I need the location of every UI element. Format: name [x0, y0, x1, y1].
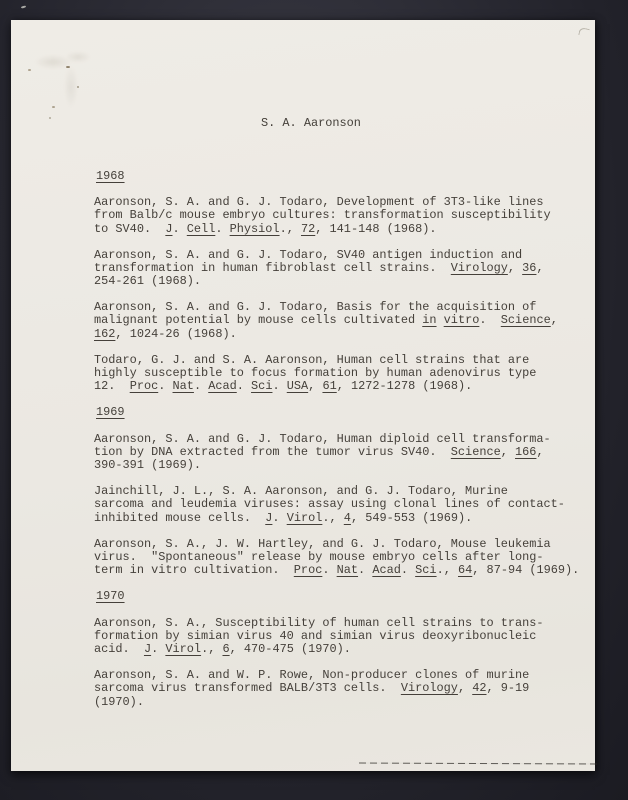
citation-line: 162, 1024-26 (1968).: [94, 326, 237, 341]
citation-line: tion by DNA extracted from the tumor virus SV40. Science, 166,: [94, 444, 544, 459]
section-year-heading: 1968: [96, 168, 125, 183]
citation-line: formation by simian virus 40 and simian virus deoxyribonucleic: [94, 628, 537, 643]
citation-entry: [94, 538, 580, 577]
citation-line: virus. "Spontaneous" release by mouse embryo cells after long-: [94, 550, 544, 565]
pencil-smudge: [23, 32, 103, 127]
citation-line: Aaronson, S. A., J. W. Hartley, and G. J. Todaro, Mouse leukemia: [94, 536, 551, 551]
citation-line: (1970).: [94, 694, 144, 709]
paper-speck: [52, 106, 55, 108]
citation-line: 254-261 (1968).: [94, 274, 202, 289]
citation-entry: [94, 433, 580, 472]
typewritten-content: [94, 91, 580, 748]
citation-line: inhibited mouse cells. J. Virol., 4, 549-553 (1969).: [94, 510, 473, 525]
section-year-heading: 1969: [96, 405, 125, 420]
document-page: [11, 20, 595, 771]
citation-line: Aaronson, S. A., Susceptibility of human cell strains to trans-: [94, 615, 544, 630]
citation-line: Todaro, G. J. and S. A. Aaronson, Human cell strains that are: [94, 352, 530, 367]
paper-speck: [28, 69, 31, 71]
citation-entry: [94, 301, 580, 340]
citation-line: term in vitro cultivation. Proc. Nat. Acad. Sci., 64, 87-94 (1969).: [94, 563, 580, 578]
citation-entry: [94, 485, 580, 524]
citation-line: 12. Proc. Nat. Acad. Sci. USA, 61, 1272-1278 (1968).: [94, 379, 473, 394]
citation-line: Aaronson, S. A. and W. P. Rowe, Non-producer clones of murine: [94, 668, 530, 683]
citation-entry: [94, 669, 580, 708]
paper-speck: [77, 86, 79, 88]
citation-line: Jainchill, J. L., S. A. Aaronson, and G. J. Todaro, Murine: [94, 484, 508, 499]
citation-line: sarcoma virus transformed BALB/3T3 cells. Virology, 42, 9-19: [94, 681, 530, 696]
paper-speck: [66, 66, 70, 68]
citation-entry: [94, 249, 580, 288]
dust-speck: [21, 5, 26, 8]
citation-line: transformation in human fibroblast cell strains. Virology, 36,: [94, 260, 544, 275]
paper-speck: [49, 117, 51, 119]
citation-line: Aaronson, S. A. and G. J. Todaro, Development of 3T3-like lines: [94, 195, 544, 210]
citation-line: highly susceptible to focus formation by human adenovirus type: [94, 366, 537, 381]
page-corner-crease: [578, 27, 589, 37]
citation-line: sarcoma and leudemia viruses: assay using clonal lines of contact-: [94, 497, 565, 512]
citation-line: malignant potential by mouse cells cultivated in vitro. Science,: [94, 313, 558, 328]
citation-entry: [94, 196, 580, 235]
citation-entry: [94, 354, 580, 393]
citation-line: Aaronson, S. A. and G. J. Todaro, SV40 antigen induction and: [94, 247, 523, 262]
page-header-author: S. A. Aaronson: [261, 116, 361, 131]
scan-artifact-line: [359, 762, 601, 764]
citation-entry: [94, 617, 580, 656]
citation-line: Aaronson, S. A. and G. J. Todaro, Basis for the acquisition of: [94, 300, 537, 315]
citation-line: from Balb/c mouse embryo cultures: transformation susceptibility: [94, 208, 551, 223]
citation-line: acid. J. Virol., 6, 470-475 (1970).: [94, 642, 351, 657]
citation-line: Aaronson, S. A. and G. J. Todaro, Human diploid cell transforma-: [94, 431, 551, 446]
bibliography-sections: [94, 170, 580, 709]
citation-line: 390-391 (1969).: [94, 458, 202, 473]
citation-line: to SV40. J. Cell. Physiol., 72, 141-148 (1968).: [94, 221, 437, 236]
section-year-heading: 1970: [96, 589, 125, 604]
